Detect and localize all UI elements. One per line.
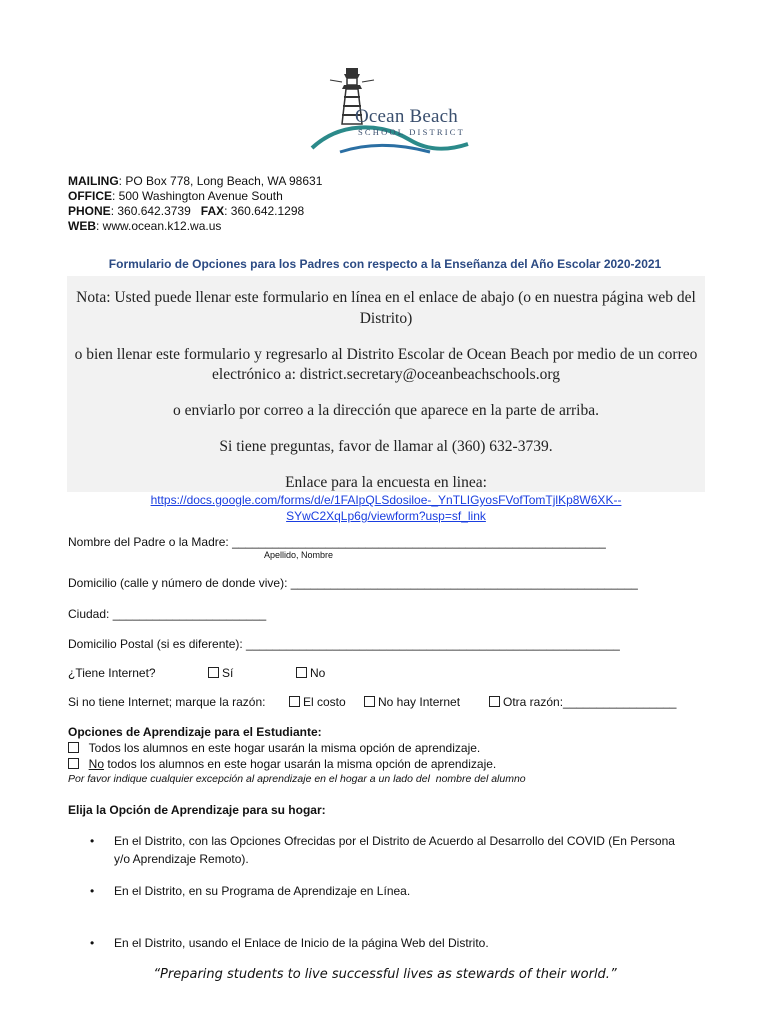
checkbox-icon[interactable] [296,667,307,678]
checkbox-icon[interactable] [68,758,79,769]
exception-note: Por favor indique cualquier excepción al aprendizaje en el hogar a un lado del nombre del alumno [68,773,526,785]
checkbox-icon[interactable] [208,667,219,678]
bullet-icon: • [90,936,95,950]
checkbox-icon[interactable] [68,742,79,753]
note-line-7: Enlace para la encuesta en linea: [285,474,487,491]
mailing-line: MAILING: PO Box 778, Long Beach, WA 98631 [68,174,323,188]
learning-choice-list [90,832,675,868]
address-field[interactable]: Domicilio (calle y número de donde vive): ____________________________________________________ [68,576,638,590]
parent-name-hint: Apellido, Nombre [264,550,334,560]
internet-yes-option[interactable]: Sí [208,666,233,680]
note-line-1: Nota: Usted puede llenar este formulario en línea en el enlace de abajo (o en nuestra página web del [76,289,696,306]
no-internet-question: Si no tiene Internet; marque la razón: [68,695,266,709]
web-line: WEB: www.ocean.k12.wa.us [68,219,222,233]
checkbox-icon[interactable] [289,696,300,707]
postal-address-field[interactable]: Domicilio Postal (si es diferente): ________________________________________________________ [68,637,620,651]
reason-no-internet-option[interactable]: No hay Internet [364,695,460,709]
bullet-icon: • [90,884,95,898]
form-title: Formulario de Opciones para los Padres con respecto a la Enseñanza del Año Escolar 2020-2021 [108,257,662,271]
internet-question: ¿Tiene Internet? [68,666,156,680]
parent-name-field[interactable]: Nombre del Padre o la Madre: ________________________________________________________ [68,535,606,549]
choose-option-heading: Elija la Opción de Aprendizaje para su hogar: [68,803,326,817]
logo-subtitle: SCHOOL DISTRICT [358,127,466,137]
not-same-option-students[interactable]: No todos los alumnos en este hogar usarán la misma opción de aprendizaje. [68,757,496,771]
choice-in-district-covid[interactable]: • En el Distrito, con las Opciones Ofrecidas por el Distrito de Acuerdo al Desarrollo del COVID (En Persona y/o Aprendizaje Remoto). [90,834,675,866]
internet-no-option[interactable]: No [296,666,325,680]
survey-link-line-1[interactable]: https://docs.google.com/forms/d/e/1FAIpQLSdosiloe-_YnTLIGyosFVofTomTjlKp8W6XK-- [150,493,622,507]
bullet-icon: • [90,834,95,848]
note-line-5: o enviarlo por correo a la dirección que aparece en la parte de arriba. [172,402,599,419]
reason-other-option[interactable]: Otra razón:_________________ [489,695,676,709]
footer-motto: “Preparing students to live successful lives as stewards of their world.” [153,967,617,982]
learning-choice-list [90,882,410,900]
logo-title: Ocean Beach [355,106,458,127]
checkbox-icon[interactable] [364,696,375,707]
reason-cost-option[interactable]: El costo [289,695,346,709]
note-line-2: Distrito) [359,310,413,327]
note-line-3: o bien llenar este formulario y regresarlo al Distrito Escolar de Ocean Beach por medio de un correo [74,346,698,363]
city-field[interactable]: Ciudad: _______________________ [68,607,267,621]
office-line: OFFICE: 500 Washington Avenue South [68,189,283,203]
survey-link-line-2[interactable]: SYwC2XqLp6g/viewform?usp=sf_link [286,509,486,523]
note-line-6: Si tiene preguntas, favor de llamar al (360) 632-3739. [219,438,553,455]
learning-choice-list [90,934,489,952]
phone-line: PHONE: 360.642.3739 FAX: 360.642.1298 [68,204,305,218]
same-option-all-students[interactable]: Todos los alumnos en este hogar usarán la misma opción de aprendizaje. [68,741,480,755]
choice-online-program[interactable]: • En el Distrito, en su Programa de Aprendizaje en Línea. [90,884,411,898]
choice-homepage-link[interactable]: • En el Distrito, usando el Enlace de Inicio de la página Web del Distrito. [90,936,489,950]
checkbox-icon[interactable] [489,696,500,707]
note-line-4: electrónico a: district.secretary@oceanbeachschools.org [212,366,560,383]
learning-options-heading: Opciones de Aprendizaje para el Estudiante: [68,725,322,739]
